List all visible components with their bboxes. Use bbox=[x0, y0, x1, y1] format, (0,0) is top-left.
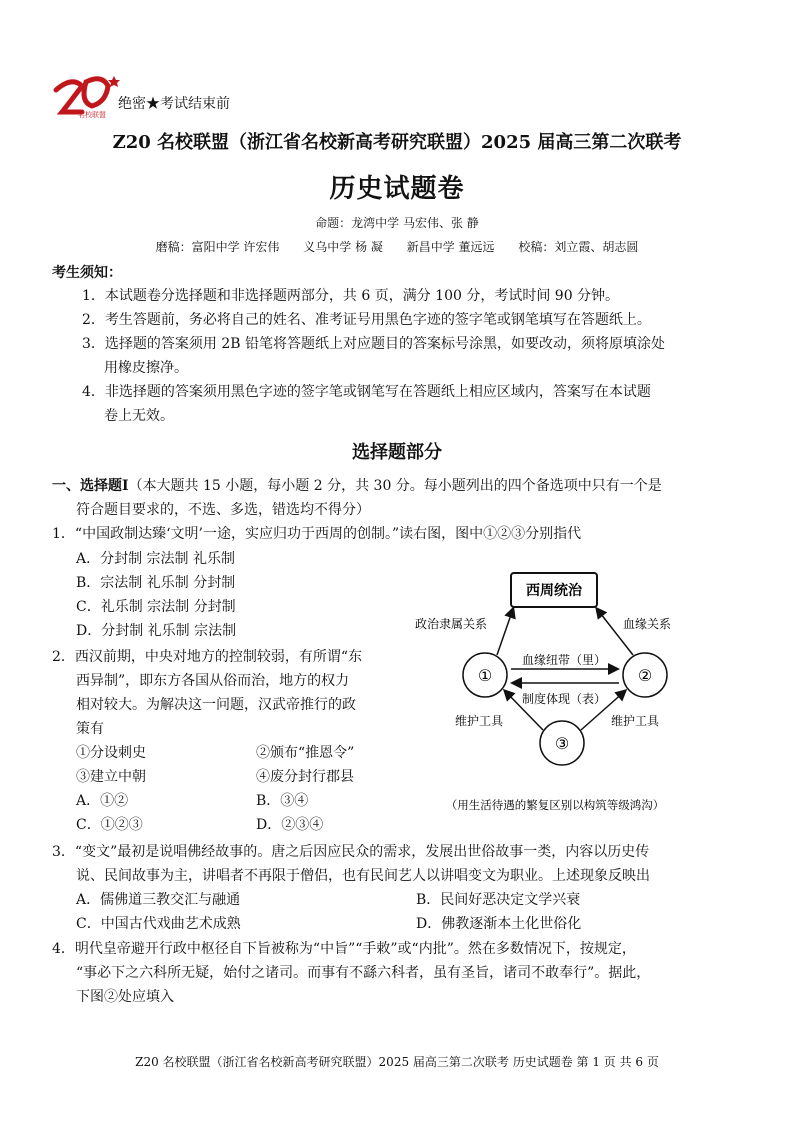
q2-item-3: ③建立中朝 bbox=[76, 769, 146, 785]
notice-item-1: 1．本试题卷分选择题和非选择题两部分，共 6 页，满分 100 分，考试时间 90 分钟。 bbox=[82, 288, 620, 304]
node-2-label: ② bbox=[637, 666, 653, 685]
arrow-1-to-center bbox=[497, 609, 513, 655]
q1-option-d: D．分封制 礼乐制 宗法制 bbox=[76, 623, 237, 639]
polisher-2: 义乌中学 杨 凝 bbox=[303, 240, 383, 254]
q2-stem-1: 2．西汉前期，中央对地方的控制较弱，有所谓“东 bbox=[52, 649, 363, 665]
q2-item-2: ②颁布“推恩令” bbox=[256, 745, 355, 761]
left-relation-label: 政治隶属关系 bbox=[415, 617, 488, 631]
center-label: 西周统治 bbox=[526, 583, 582, 599]
q4-stem-3: 下图②处应填入 bbox=[76, 989, 174, 1005]
bottom-arrow-label: 制度体现（表） bbox=[521, 692, 607, 706]
notice-item-3: 3．选择题的答案须用 2B 铅笔将答题纸上对应题目的答案标号涂黑，如要改动，须将原填涂处 bbox=[82, 336, 666, 352]
notice-item-2: 2．考生答题前，务必将自己的姓名、准考证号用黑色字迹的签字笔或钢笔填写在答题纸上。 bbox=[82, 312, 651, 328]
exam-title: Z20 名校联盟（浙江省名校新高考研究联盟）2025 届高三第二次联考 bbox=[112, 132, 682, 153]
q4-stem-1: 4．明代皇帝避开行政中枢径自下旨被称为“中旨”“手敕”或“内批”。然在多数情况下，按规定， bbox=[52, 941, 636, 957]
logo-text: 名校联盟 bbox=[78, 111, 106, 118]
q3-option-c: C．中国古代戏曲艺术成熟 bbox=[76, 916, 241, 932]
q2-stem-3: 相对较大。为解决这一问题，汉武帝推行的政 bbox=[76, 697, 356, 713]
q1-option-b: B．宗法制 礼乐制 分封制 bbox=[76, 575, 236, 591]
western-zhou-diagram bbox=[405, 565, 705, 825]
notice-item-4: 4．非选择题的答案须用黑色字迹的签字笔或钢笔写在答题纸上相应区域内，答案写在本试题 bbox=[82, 384, 651, 400]
notice-item-4-cont: 卷上无效。 bbox=[104, 408, 174, 424]
q3-option-a: A．儒佛道三教交汇与融通 bbox=[76, 892, 241, 908]
q2-item-4: ④废分封行郡县 bbox=[256, 769, 354, 785]
q4-stem-2: “事必下之六科所无疑，始付之诸司。而事有不繇六科者，虽有圣旨，诸司不敢奉行”。据此， bbox=[76, 965, 651, 981]
q3-option-d: D．佛教逐渐本土化世俗化 bbox=[416, 916, 582, 932]
node-1-label: ① bbox=[477, 666, 493, 685]
polisher-3: 新昌中学 董远远 bbox=[406, 240, 495, 254]
q2-option-b: B．③④ bbox=[256, 793, 309, 809]
secret-label: 绝密★考试结束前 bbox=[118, 96, 230, 112]
notice-heading: 考生须知： bbox=[52, 265, 122, 281]
q1-stem: 1．“中国政制达臻‘文明’一途，实应归功于西周的创制。”读右图，图中①②③分别指代 bbox=[52, 526, 582, 542]
part1-line1: （本大题共 15 小题，每小题 2 分，共 30 分。每小题列出的四个备选项中只有一个是 bbox=[128, 478, 662, 494]
part1-intro bbox=[52, 474, 662, 498]
q2-option-a: A．①② bbox=[76, 793, 129, 809]
setters-line: 命题：龙湾中学 马宏伟、张 静 bbox=[315, 216, 479, 230]
left-tool-label: 维护工具 bbox=[455, 714, 504, 728]
q2-option-d: D．②③④ bbox=[256, 817, 324, 833]
z20-logo-icon bbox=[52, 72, 126, 118]
part1-label: 一、选择题Ⅰ bbox=[52, 478, 129, 494]
q2-item-1: ①分设刺史 bbox=[76, 745, 146, 761]
q3-stem-1: 3．“变文”最初是说唱佛经故事的。唐之后因应民众的需求，发展出世俗故事一类，内容以历史传 bbox=[52, 844, 650, 860]
part1-line2: 符合题目要求的，不选、多选，错选均不得分） bbox=[76, 502, 370, 518]
q2-option-c: C．①②③ bbox=[76, 817, 143, 833]
q1-option-a: A．分封制 宗法制 礼乐制 bbox=[76, 551, 236, 567]
right-relation-label: 血缘关系 bbox=[623, 617, 672, 631]
q1-option-c: C．礼乐制 宗法制 分封制 bbox=[76, 599, 236, 615]
node-3-label: ③ bbox=[554, 734, 570, 753]
page-footer: Z20 名校联盟（浙江省名校新高考研究联盟）2025 届高三第二次联考 历史试题卷 第 1 页 共 6 页 bbox=[135, 1055, 659, 1069]
subject-title: 历史试题卷 bbox=[329, 174, 465, 204]
right-tool-label: 维护工具 bbox=[611, 714, 660, 728]
q2-stem-4: 策有 bbox=[76, 721, 104, 737]
polisher-1: 磨稿：富阳中学 许宏伟 bbox=[155, 240, 280, 254]
q2-stem-2: 西异制”，即东方各国从俗而治，地方的权力 bbox=[76, 673, 350, 689]
q3-option-b: B．民间好恶决定文学兴衰 bbox=[416, 892, 581, 908]
arrow-2-to-center bbox=[597, 609, 633, 655]
q3-stem-2: 说、民间故事为主，讲唱者不再限于僧侣，也有民间艺人以讲唱变文为职业。上述现象反映出 bbox=[76, 868, 650, 884]
top-arrow-label: 血缘纽带（里） bbox=[521, 653, 607, 667]
section-heading: 选择题部分 bbox=[352, 442, 442, 463]
proofreaders: 校稿：刘立霞、胡志圆 bbox=[518, 240, 639, 254]
diagram-caption: （用生活待遇的繁复区别以构筑等级鸿沟） bbox=[445, 798, 665, 812]
notice-item-3-cont: 用橡皮擦净。 bbox=[104, 360, 188, 376]
polishers-line bbox=[0, 238, 794, 255]
